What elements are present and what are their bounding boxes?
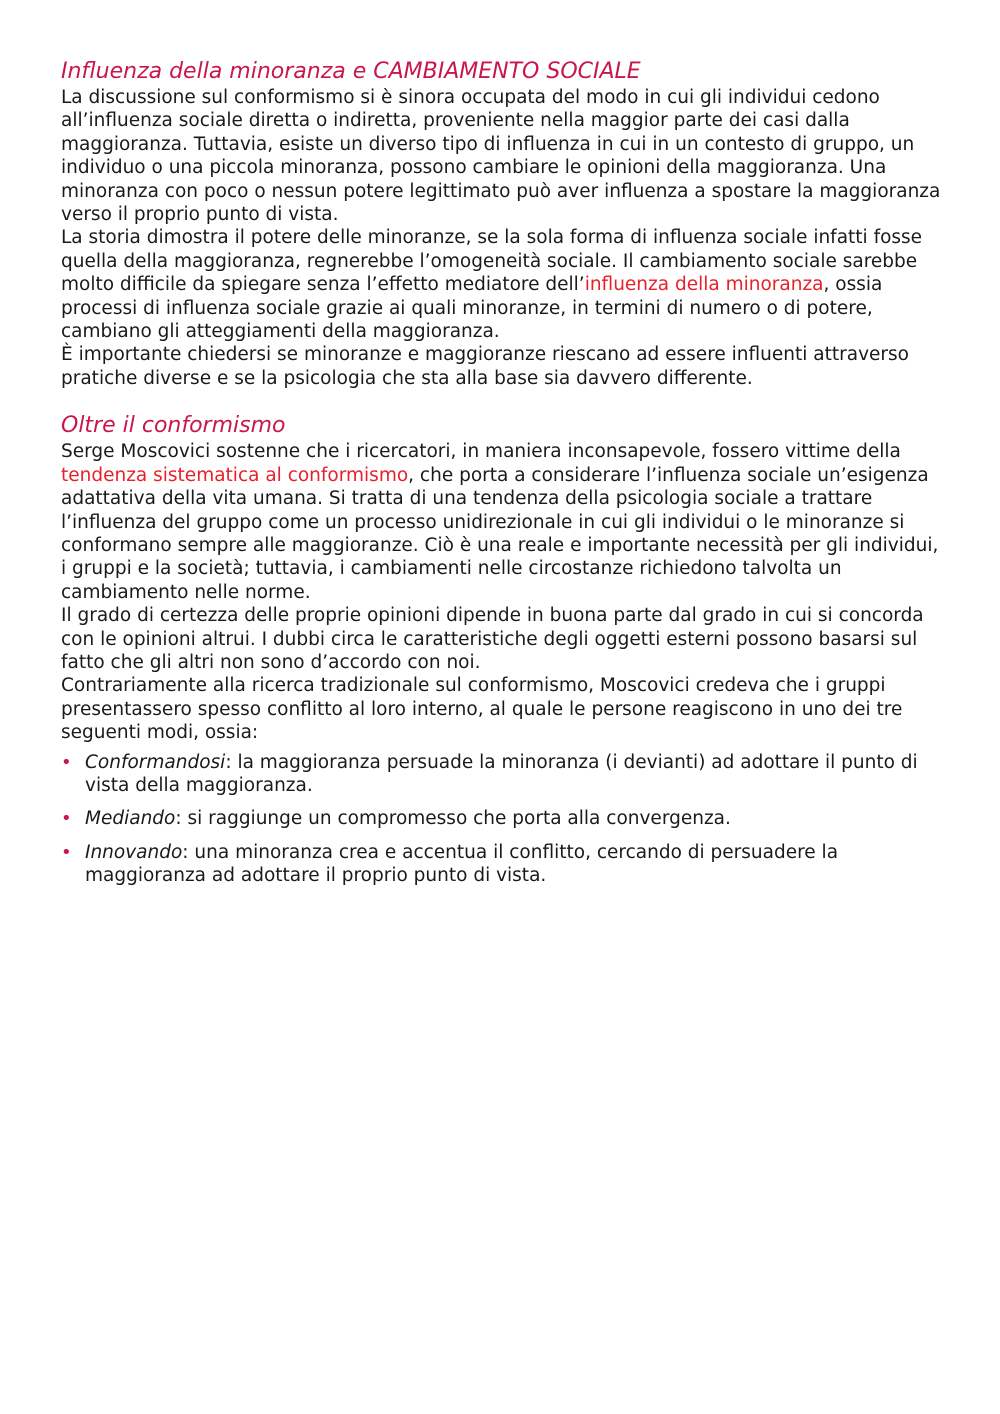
paragraph-importante-chiedersi: È importante chiedersi se minoranze e maggioranze riescano ad essere influenti attraverso pratiche diverse e se la psicologia che sta alla base sia davvero differente.	[61, 344, 909, 389]
section-title-influenza-minoranza: Influenza della minoranza e CAMBIAMENTO SOCIALE	[61, 59, 641, 84]
bullet-term: Mediando	[85, 808, 176, 830]
text-segment: La storia dimostra il potere delle minoranze, se la sola forma di influenza sociale infatti fosse quella della maggioranza, regnerebbe l’omogeneità sociale. Il cambiamento sociale sarebbe molto difficile da spiegare senza l’effetto mediatore dell’	[61, 227, 923, 296]
bullet-term: Innovando	[85, 841, 183, 863]
paragraph-storia-minoranze	[61, 226, 941, 343]
bullet-icon: •	[61, 841, 72, 863]
paragraph-conformismo-intro: La discussione sul conformismo si è sinora occupata del modo in cui gli individui cedono all’influenza sociale diretta o indiretta, proveniente nella maggior parte dei casi dalla maggioranza. Tuttavia, esiste un diverso tipo di influenza in cui in un contesto di gruppo, un individuo o una piccola minoranza, possono cambiare le opinioni della maggioranza. Una minoranza con poco o nessun potere legittimato può aver influenza a spostare la maggioranza verso il proprio punto di vista.	[61, 87, 941, 226]
paragraph-contrariamente: Contrariamente alla ricerca tradizionale sul conformismo, Moscovici credeva che i gruppi presentassero spesso conflitto al loro interno, al quale le persone reagiscono in uno dei tre seguenti modi, ossia:	[61, 675, 903, 744]
bullet-text: : una minoranza crea e accentua il conflitto, cercando di persuadere la maggioranza ad adottare il proprio punto di vista.	[85, 841, 839, 887]
list-item	[61, 807, 941, 830]
list-item	[61, 841, 941, 888]
text-segment: Serge Moscovici sostenne che i ricercatori, in maniera inconsapevole, fossero vittime della	[61, 441, 901, 463]
document-page	[61, 58, 941, 898]
highlight-tendenza-sistematica: tendenza sistematica al conformismo	[61, 464, 409, 486]
highlight-influenza-minoranza: influenza della minoranza	[584, 274, 824, 296]
text-segment: , ossia processi di influenza sociale grazie ai quali minoranze, in termini di numero o di potere, cambiano gli atteggiamenti della maggioranza.	[61, 274, 883, 343]
bullet-icon: •	[61, 751, 72, 773]
bullet-icon: •	[61, 808, 72, 830]
bullet-text: : si raggiunge un compromesso che porta alla convergenza.	[175, 808, 731, 830]
list-item	[61, 751, 941, 798]
bullet-text: : la maggioranza persuade la minoranza (i devianti) ad adottare il punto di vista della maggioranza.	[85, 751, 918, 796]
section-title-oltre-conformismo: Oltre il conformismo	[61, 413, 286, 439]
text-segment: , che porta a considerare l’influenza sociale un’esigenza adattativa della vita umana. Si tratta di una tendenza della psicologia sociale a trattare l’influenza del gruppo come un processo unidirezionale in cui gli individui o le minoranze si conformano sempre alle maggioranze. Ciò è una reale e importante necessità per gli individui, i gruppi e la società; tuttavia, i cambiamenti nelle circostanze richiedono talvolta un cambiamento nelle norme.	[61, 464, 939, 603]
paragraph-moscovici	[61, 440, 941, 604]
bullet-term: Conformandosi	[85, 751, 226, 773]
paragraph-grado-certezza: Il grado di certezza delle proprie opinioni dipende in buona parte dal grado in cui si concorda con le opinioni altrui. I dubbi circa le caratteristiche degli oggetti esterni possono basarsi sul fatto che gli altri non sono d’accordo con noi.	[61, 605, 924, 673]
bullet-list-modi	[61, 751, 941, 888]
